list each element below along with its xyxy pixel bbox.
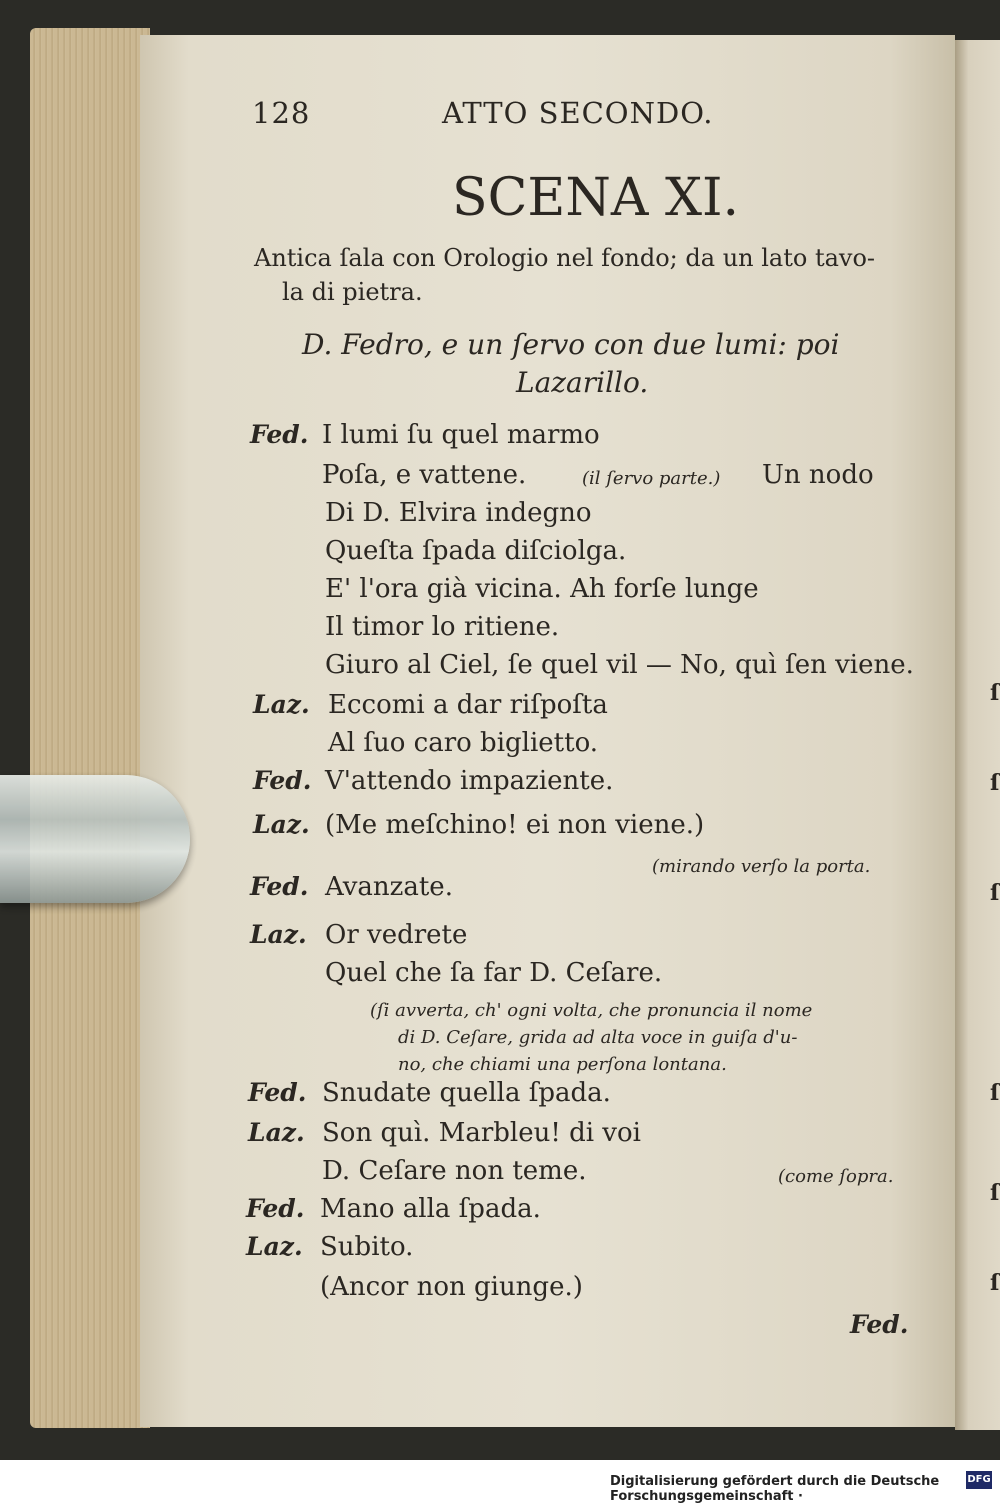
verse-line: Il timor lo ritiene. <box>325 612 560 642</box>
stage-direction: no, che chiami una perſona lontana. <box>398 1054 727 1075</box>
verse-line: Giuro al Ciel, ſe quel vil — No, quì ſen viene. <box>325 650 914 680</box>
page-edges <box>30 28 150 1428</box>
verse-line: Snudate quella ſpada. <box>322 1078 611 1108</box>
verse-line: (Me meſchino! ei non viene.) <box>325 810 705 840</box>
running-title: ATTO SECONDO. <box>442 96 714 130</box>
speaker-label: Fed. <box>250 872 309 901</box>
speaker-label: Laz. <box>246 1232 303 1261</box>
verse-line: Subito. <box>320 1232 414 1262</box>
scene-title: SCENA XI. <box>452 168 740 228</box>
facing-page-glyph: ſ <box>990 680 1000 706</box>
stage-direction: (ſi avverta, ch' ogni volta, che pronuncia il nome <box>370 1000 813 1021</box>
verse-line: E' l'ora già vicina. Ah forſe lunge <box>325 574 759 604</box>
verse-line: Quel che ſa far D. Ceſare. <box>325 958 663 988</box>
verse-line: Di D. Elvira indegno <box>325 498 592 528</box>
speaker-label: Fed. <box>250 420 309 449</box>
characters-heading: D. Fedro, e un ſervo con due lumi: poi <box>302 328 840 361</box>
verse-line: Avanzate. <box>325 872 453 902</box>
speaker-label: Laz. <box>248 1118 305 1147</box>
facing-page-glyph: ſ <box>990 880 1000 906</box>
facing-page-glyph: ſ <box>990 770 1000 796</box>
facing-page-glyph: ſ <box>990 1180 1000 1206</box>
verse-line: Eccomi a dar riſpoſta <box>328 690 608 720</box>
glass-page-holder <box>0 775 190 903</box>
stage-direction: di D. Ceſare, grida ad alta voce in guiſa d'u- <box>398 1027 798 1048</box>
verse-line: Poſa, e vattene. <box>322 460 527 490</box>
facing-page-glyph: ſ <box>990 1270 1000 1296</box>
page-number: 128 <box>252 96 311 130</box>
speaker-label: Laz. <box>253 690 310 719</box>
verse-line: Mano alla ſpada. <box>320 1194 541 1224</box>
verse-line: Un nodo <box>762 460 874 490</box>
facing-page-edge <box>955 40 1000 1430</box>
digitization-credit: Digitalisierung gefördert durch die Deutsche Forschungsgemeinschaft · <box>610 1474 940 1504</box>
speaker-label: Laz. <box>253 810 310 839</box>
verse-line: Or vedrete <box>325 920 468 950</box>
verse-line: Al ſuo caro biglietto. <box>328 728 599 758</box>
speaker-label: Laz. <box>250 920 307 949</box>
facing-page-glyph: ſ <box>990 1080 1000 1106</box>
stage-direction: (come ſopra. <box>778 1166 894 1187</box>
characters-heading: Lazarillo. <box>516 366 649 399</box>
verse-line: Queſta ſpada diſciolga. <box>325 536 627 566</box>
speaker-label: Fed. <box>248 1078 307 1107</box>
stage-direction: (mirando verſo la porta. <box>652 856 871 877</box>
speaker-label: Fed. <box>253 766 312 795</box>
verse-line: (Ancor non giunge.) <box>320 1272 583 1302</box>
dfg-logo: DFG <box>966 1471 992 1489</box>
stage-direction: (il ſervo parte.) <box>582 468 721 489</box>
stage-setting: Antica ſala con Orologio nel fondo; da un lato tavo- <box>254 244 876 272</box>
catchword: Fed. <box>850 1310 909 1339</box>
verse-line: Son quì. Marbleu! di voi <box>322 1118 641 1148</box>
verse-line: V'attendo impaziente. <box>325 766 614 796</box>
speaker-label: Fed. <box>246 1194 305 1223</box>
verse-line: I lumi ſu quel marmo <box>322 420 600 450</box>
verse-line: D. Ceſare non teme. <box>322 1156 587 1186</box>
stage-setting: la di pietra. <box>282 278 423 306</box>
